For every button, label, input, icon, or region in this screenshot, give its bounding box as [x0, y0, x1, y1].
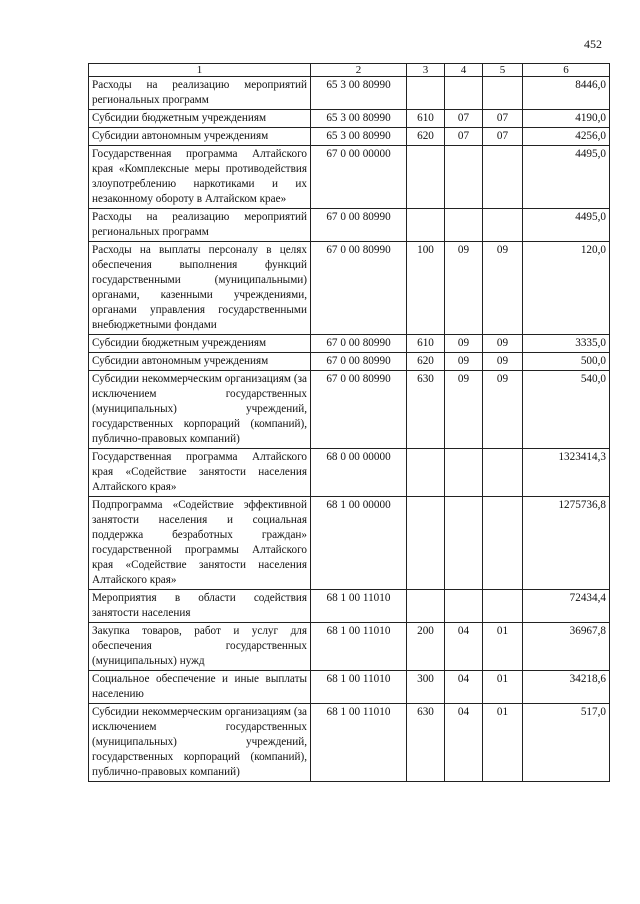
row-name-cell: Подпрограмма «Содействие эффективной занятости населения и социальная поддержка безработных граждан» государственной программы Алтайского края «Содействие занятости населения Алтайского края» [89, 497, 311, 590]
budget-code-cell: 67 0 00 80990 [311, 353, 407, 371]
table-header-row [89, 64, 610, 77]
section-cell: 07 [445, 128, 483, 146]
amount-cell: 3335,0 [523, 335, 610, 353]
section-cell: 07 [445, 110, 483, 128]
budget-code-cell: 68 0 00 00000 [311, 449, 407, 497]
expense-type-cell [407, 497, 445, 590]
table-row [89, 335, 610, 353]
table-row [89, 590, 610, 623]
budget-code-cell: 65 3 00 80990 [311, 128, 407, 146]
subsection-cell [483, 77, 523, 110]
subsection-cell: 09 [483, 371, 523, 449]
budget-code-cell: 67 0 00 80990 [311, 371, 407, 449]
table-row [89, 449, 610, 497]
table-row [89, 704, 610, 782]
row-name-cell: Государственная программа Алтайского края «Комплексные меры противодействия злоупотреблению наркотиками и их незаконному обороту в Алтайском крае» [89, 146, 311, 209]
amount-cell: 4495,0 [523, 209, 610, 242]
subsection-cell: 01 [483, 671, 523, 704]
expense-type-cell: 610 [407, 335, 445, 353]
subsection-cell [483, 590, 523, 623]
expense-type-cell: 200 [407, 623, 445, 671]
section-cell [445, 146, 483, 209]
budget-code-cell: 68 1 00 00000 [311, 497, 407, 590]
amount-cell: 4495,0 [523, 146, 610, 209]
expense-type-cell: 620 [407, 353, 445, 371]
subsection-cell: 09 [483, 335, 523, 353]
table-row [89, 146, 610, 209]
table-body [89, 77, 610, 782]
budget-code-cell: 67 0 00 00000 [311, 146, 407, 209]
row-name-cell: Государственная программа Алтайского края «Содействие занятости населения Алтайского края» [89, 449, 311, 497]
section-cell [445, 209, 483, 242]
amount-cell: 517,0 [523, 704, 610, 782]
amount-cell: 4256,0 [523, 128, 610, 146]
amount-cell: 500,0 [523, 353, 610, 371]
expense-type-cell [407, 449, 445, 497]
subsection-cell: 07 [483, 128, 523, 146]
subsection-cell: 01 [483, 704, 523, 782]
table-row [89, 77, 610, 110]
amount-cell: 8446,0 [523, 77, 610, 110]
amount-cell: 36967,8 [523, 623, 610, 671]
row-name-cell: Субсидии автономным учреждениям [89, 353, 311, 371]
section-cell: 09 [445, 335, 483, 353]
budget-code-cell: 67 0 00 80990 [311, 335, 407, 353]
budget-code-cell: 67 0 00 80990 [311, 209, 407, 242]
column-header: 5 [483, 64, 523, 77]
subsection-cell [483, 449, 523, 497]
section-cell [445, 77, 483, 110]
budget-table [88, 63, 610, 782]
row-name-cell: Мероприятия в области содействия занятости населения [89, 590, 311, 623]
expense-type-cell: 620 [407, 128, 445, 146]
amount-cell: 120,0 [523, 242, 610, 335]
table-row [89, 497, 610, 590]
row-name-cell: Закупка товаров, работ и услуг для обеспечения государственных (муниципальных) нужд [89, 623, 311, 671]
row-name-cell: Субсидии бюджетным учреждениям [89, 110, 311, 128]
budget-code-cell: 68 1 00 11010 [311, 623, 407, 671]
amount-cell: 1323414,3 [523, 449, 610, 497]
amount-cell: 1275736,8 [523, 497, 610, 590]
section-cell: 09 [445, 353, 483, 371]
subsection-cell [483, 146, 523, 209]
column-header: 6 [523, 64, 610, 77]
amount-cell: 34218,6 [523, 671, 610, 704]
expense-type-cell: 610 [407, 110, 445, 128]
section-cell [445, 449, 483, 497]
budget-code-cell: 68 1 00 11010 [311, 590, 407, 623]
table-row [89, 110, 610, 128]
subsection-cell: 09 [483, 242, 523, 335]
budget-code-cell: 68 1 00 11010 [311, 704, 407, 782]
subsection-cell: 01 [483, 623, 523, 671]
amount-cell: 540,0 [523, 371, 610, 449]
expense-type-cell: 100 [407, 242, 445, 335]
subsection-cell: 07 [483, 110, 523, 128]
row-name-cell: Расходы на выплаты персоналу в целях обеспечения выполнения функций государственными (муниципальными) органами, казенными учреждениями, органами управления государственными внебюджетными фондами [89, 242, 311, 335]
budget-code-cell: 65 3 00 80990 [311, 110, 407, 128]
row-name-cell: Субсидии бюджетным учреждениям [89, 335, 311, 353]
section-cell: 04 [445, 623, 483, 671]
row-name-cell: Расходы на реализацию мероприятий региональных программ [89, 209, 311, 242]
column-header: 3 [407, 64, 445, 77]
budget-code-cell: 67 0 00 80990 [311, 242, 407, 335]
expense-type-cell: 300 [407, 671, 445, 704]
row-name-cell: Субсидии автономным учреждениям [89, 128, 311, 146]
subsection-cell [483, 209, 523, 242]
page-number: 452 [584, 37, 602, 51]
subsection-cell: 09 [483, 353, 523, 371]
section-cell: 09 [445, 371, 483, 449]
table-row [89, 353, 610, 371]
row-name-cell: Социальное обеспечение и иные выплаты населению [89, 671, 311, 704]
row-name-cell: Субсидии некоммерческим организациям (за исключением государственных (муниципальных) учреждений, государственных корпораций (компаний), публично-правовых компаний) [89, 704, 311, 782]
section-cell: 04 [445, 671, 483, 704]
column-header: 2 [311, 64, 407, 77]
section-cell: 04 [445, 704, 483, 782]
table-row [89, 242, 610, 335]
expense-type-cell [407, 209, 445, 242]
budget-code-cell: 65 3 00 80990 [311, 77, 407, 110]
expense-type-cell [407, 146, 445, 209]
expense-type-cell [407, 77, 445, 110]
table-row [89, 371, 610, 449]
section-cell [445, 497, 483, 590]
table-row [89, 209, 610, 242]
expense-type-cell: 630 [407, 704, 445, 782]
budget-code-cell: 68 1 00 11010 [311, 671, 407, 704]
expense-type-cell [407, 590, 445, 623]
expense-type-cell: 630 [407, 371, 445, 449]
amount-cell: 72434,4 [523, 590, 610, 623]
table-row [89, 671, 610, 704]
column-header: 4 [445, 64, 483, 77]
amount-cell: 4190,0 [523, 110, 610, 128]
table-row [89, 623, 610, 671]
row-name-cell: Расходы на реализацию мероприятий региональных программ [89, 77, 311, 110]
row-name-cell: Субсидии некоммерческим организациям (за исключением государственных (муниципальных) учреждений, государственных корпораций (компаний), публично-правовых компаний) [89, 371, 311, 449]
column-header: 1 [89, 64, 311, 77]
section-cell: 09 [445, 242, 483, 335]
section-cell [445, 590, 483, 623]
table-row [89, 128, 610, 146]
subsection-cell [483, 497, 523, 590]
